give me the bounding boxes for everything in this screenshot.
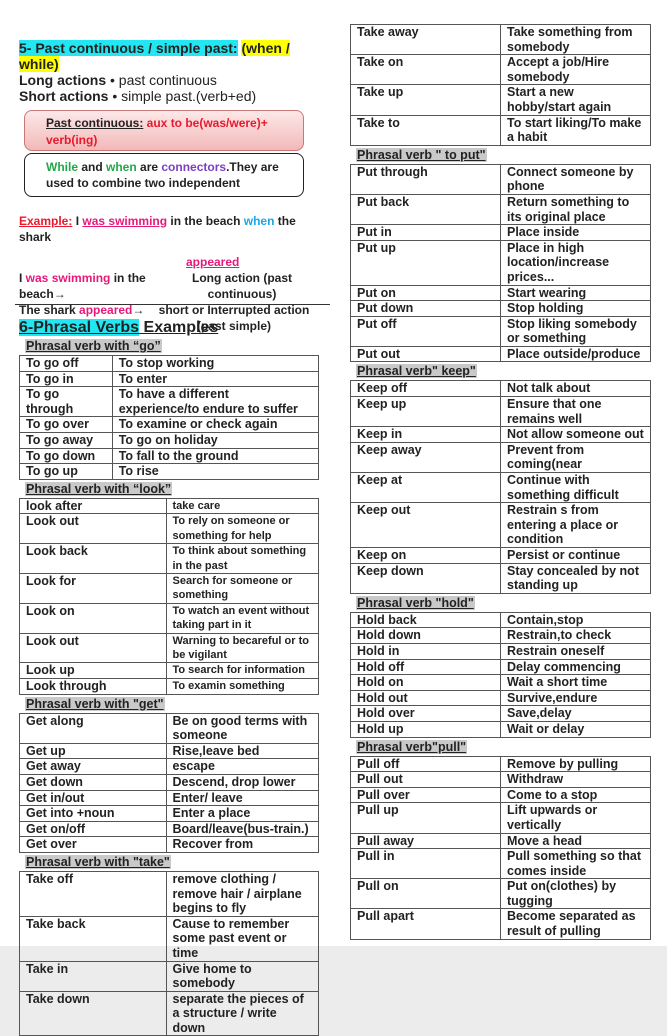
table-row <box>351 25 651 55</box>
verb-cell: To go off <box>20 356 113 372</box>
meaning-cell: Start a new hobby/start again <box>501 85 651 115</box>
table-row <box>20 514 319 544</box>
meaning-cell: Move a head <box>501 833 651 849</box>
meaning-cell: Enter a place <box>166 806 319 822</box>
verb-cell: To go away <box>20 432 113 448</box>
section-subheading: Phrasal verb"pull" <box>357 739 467 754</box>
verb-cell: Look back <box>20 544 167 574</box>
verb-cell: Put off <box>351 316 501 346</box>
long-action-line: I was swimming in the beach→ Long action (past continuous) <box>19 271 292 301</box>
phrasal-verb-table <box>19 355 319 480</box>
meaning-cell: Restrain,to check <box>501 628 651 644</box>
section-subheading: Phrasal verb" keep" <box>357 364 476 379</box>
verb-cell: Keep away <box>351 442 501 472</box>
meaning-cell: Descend, drop lower <box>166 774 319 790</box>
meaning-cell: Board/leave(bus-train.) <box>166 821 319 837</box>
table-row <box>20 774 319 790</box>
phrasal-verb-table <box>350 24 651 146</box>
arrow-icon: → <box>132 303 145 317</box>
table-row <box>351 706 651 722</box>
table-row <box>351 675 651 691</box>
meaning-cell: Lift upwards or vertically <box>501 803 651 833</box>
table-row <box>351 115 651 145</box>
table-row <box>20 573 319 603</box>
verb-cell: Take back <box>20 916 167 961</box>
verb-cell: To go up <box>20 464 113 480</box>
verb-cell: Hold off <box>351 659 501 675</box>
meaning-cell: To examine or check again <box>112 417 318 433</box>
meaning-cell: Warning to becareful or to be vigilant <box>166 633 319 663</box>
table-row <box>351 240 651 285</box>
right-column <box>350 24 651 940</box>
meaning-cell: Delay commencing <box>501 659 651 675</box>
meaning-cell: Place in high location/increase prices... <box>501 240 651 285</box>
meaning-cell: Start wearing <box>501 285 651 301</box>
table-row <box>20 790 319 806</box>
table-row <box>351 787 651 803</box>
verb-cell: Take to <box>351 115 501 145</box>
meaning-cell: To stop working <box>112 356 318 372</box>
meaning-cell: Become separated as result of pulling <box>501 909 651 939</box>
section-subheading: Phrasal verb with "get" <box>26 696 164 711</box>
verb-cell: Look out <box>20 633 167 663</box>
meaning-cell: Enter/ leave <box>166 790 319 806</box>
meaning-cell: Persist or continue <box>501 548 651 564</box>
table-row <box>351 316 651 346</box>
table-row <box>351 301 651 317</box>
table-row <box>20 916 319 961</box>
meaning-cell: Search for someone or something <box>166 573 319 603</box>
verb-cell: Put on <box>351 285 501 301</box>
table-row <box>351 473 651 503</box>
appeared-label: appeared <box>186 255 240 269</box>
meaning-cell: Remove by pulling <box>501 756 651 772</box>
table-row <box>351 55 651 85</box>
phrasal-verb-table <box>350 756 651 940</box>
section-subheading: Phrasal verb with “go” <box>26 339 161 353</box>
table-row <box>20 544 319 574</box>
section-subheading: Phrasal verb "hold" <box>357 595 474 610</box>
table-row <box>20 806 319 822</box>
table-row <box>351 803 651 833</box>
meaning-cell: Give home to somebody <box>166 961 319 991</box>
verb-cell: Put through <box>351 164 501 194</box>
verb-cell: To go through <box>20 387 113 417</box>
table-row <box>351 612 651 628</box>
table-row <box>20 356 319 372</box>
verb-cell: Get away <box>20 759 167 775</box>
phrasal-verb-table <box>19 498 319 695</box>
meaning-cell: Prevent from coming(near <box>501 442 651 472</box>
meaning-cell: Connect someone by phone <box>501 164 651 194</box>
verb-cell: Get down <box>20 774 167 790</box>
verb-cell: Keep in <box>351 427 501 443</box>
left-tables <box>19 337 331 1036</box>
verb-cell: To go down <box>20 448 113 464</box>
phrasal-verb-table <box>350 612 651 738</box>
verb-cell: Put in <box>351 225 501 241</box>
table-row <box>351 909 651 939</box>
verb-cell: Pull in <box>351 849 501 879</box>
verb-cell: Put out <box>351 346 501 362</box>
meaning-cell: Come to a stop <box>501 787 651 803</box>
meaning-cell: Place inside <box>501 225 651 241</box>
meaning-cell: To rely on someone or something for help <box>166 514 319 544</box>
table-row <box>351 285 651 301</box>
table-row <box>351 194 651 224</box>
verb-cell: Hold out <box>351 690 501 706</box>
meaning-cell: Wait a short time <box>501 675 651 691</box>
verb-cell: Keep off <box>351 381 501 397</box>
verb-cell: Hold in <box>351 643 501 659</box>
verb-cell: Look on <box>20 603 167 633</box>
section-subheading: Phrasal verb with "take" <box>26 854 170 869</box>
verb-cell: look after <box>20 498 167 514</box>
table-row <box>20 498 319 514</box>
table-row <box>20 743 319 759</box>
table-row <box>20 837 319 853</box>
phrasal-verb-table <box>19 713 319 853</box>
connectors-note-box: While and when are connectors.They are used to combine two independent <box>24 153 304 197</box>
divider <box>15 304 330 305</box>
verb-cell: Take up <box>351 85 501 115</box>
meaning-cell: Cause to remember some past event or time <box>166 916 319 961</box>
verb-cell: Hold over <box>351 706 501 722</box>
meaning-cell: take care <box>166 498 319 514</box>
table-row <box>351 548 651 564</box>
table-row <box>20 464 319 480</box>
meaning-cell: Contain,stop <box>501 612 651 628</box>
table-row <box>351 563 651 593</box>
verb-cell: Get over <box>20 837 167 853</box>
meaning-cell: Withdraw <box>501 772 651 788</box>
verb-cell: Get in/out <box>20 790 167 806</box>
table-row <box>351 346 651 362</box>
verb-cell: Pull off <box>351 756 501 772</box>
meaning-cell: Recover from <box>166 837 319 853</box>
meaning-cell: Pull something so that comes inside <box>501 849 651 879</box>
meaning-cell: To rise <box>112 464 318 480</box>
meaning-cell: To have a different experience/to endure to suffer <box>112 387 318 417</box>
table-row <box>351 849 651 879</box>
meaning-cell: Continue with something difficult <box>501 473 651 503</box>
verb-cell: Pull away <box>351 833 501 849</box>
verb-cell: Take on <box>351 55 501 85</box>
verb-cell: Get along <box>20 713 167 743</box>
table-row <box>20 371 319 387</box>
rule-box: Past continuous: aux to be(was/were)+ verb(ing) <box>24 110 304 151</box>
table-row <box>20 417 319 433</box>
verb-cell: Take off <box>20 871 167 916</box>
meaning-cell: Save,delay <box>501 706 651 722</box>
verb-cell: Put up <box>351 240 501 285</box>
table-row <box>20 961 319 991</box>
table-row <box>20 759 319 775</box>
verb-cell: Pull apart <box>351 909 501 939</box>
verb-cell: Keep out <box>351 503 501 548</box>
meaning-cell: escape <box>166 759 319 775</box>
verb-cell: To go in <box>20 371 113 387</box>
phrasal-verb-table <box>350 164 651 363</box>
table-row <box>351 756 651 772</box>
meaning-cell: To fall to the ground <box>112 448 318 464</box>
table-row <box>20 991 319 1036</box>
table-row <box>351 164 651 194</box>
phrasal-verb-table <box>350 380 651 593</box>
verb-cell: Keep down <box>351 563 501 593</box>
verb-cell: Pull up <box>351 803 501 833</box>
table-row <box>351 659 651 675</box>
section6-heading: 6-Phrasal Verbs Examples <box>19 319 219 336</box>
table-row <box>351 833 651 849</box>
meaning-cell: To go on holiday <box>112 432 318 448</box>
example-line: Example: I was swimming in the beach when the shark <box>19 214 296 244</box>
verb-cell: Pull out <box>351 772 501 788</box>
verb-cell: Put back <box>351 194 501 224</box>
table-row <box>351 503 651 548</box>
verb-cell: Take away <box>351 25 501 55</box>
verb-cell: Pull on <box>351 879 501 909</box>
meaning-cell: Not allow someone out <box>501 427 651 443</box>
meaning-cell: Rise,leave bed <box>166 743 319 759</box>
meaning-cell: To enter <box>112 371 318 387</box>
meaning-cell: To start liking/To make a habit <box>501 115 651 145</box>
table-row <box>351 427 651 443</box>
table-row <box>20 679 319 695</box>
meaning-cell: To examin something <box>166 679 319 695</box>
verb-cell: Pull over <box>351 787 501 803</box>
meaning-cell: Wait or delay <box>501 721 651 737</box>
section5-heading: 5- Past continuous / simple past: (when / while) <box>19 40 290 72</box>
table-row <box>20 633 319 663</box>
verb-cell: Get up <box>20 743 167 759</box>
table-row <box>351 397 651 427</box>
table-row <box>351 643 651 659</box>
left-column <box>19 40 331 1035</box>
section-subheading: Phrasal verb " to put" <box>357 147 486 162</box>
meaning-cell: Not talk about <box>501 381 651 397</box>
verb-cell: Get on/off <box>20 821 167 837</box>
table-row <box>20 603 319 633</box>
meaning-cell: separate the pieces of a structure / write down <box>166 991 319 1036</box>
meaning-cell: Put on(clothes) by tugging <box>501 879 651 909</box>
meaning-cell: Return something to its original place <box>501 194 651 224</box>
verb-cell: Look out <box>20 514 167 544</box>
verb-cell: Hold on <box>351 675 501 691</box>
meaning-cell: Stop holding <box>501 301 651 317</box>
meaning-cell: Take something from somebody <box>501 25 651 55</box>
section-subheading: Phrasal verb with “look” <box>26 481 172 496</box>
table-row <box>351 381 651 397</box>
meaning-cell: Restrain oneself <box>501 643 651 659</box>
verb-cell: Keep on <box>351 548 501 564</box>
table-row <box>20 387 319 417</box>
meaning-cell: Accept a job/Hire somebody <box>501 55 651 85</box>
meaning-cell: To watch an event without taking part in it <box>166 603 319 633</box>
verb-cell: Hold down <box>351 628 501 644</box>
meaning-cell: Ensure that one remains well <box>501 397 651 427</box>
verb-cell: Take in <box>20 961 167 991</box>
table-row <box>351 879 651 909</box>
long-actions-line: Long actions • past continuous <box>19 72 217 88</box>
verb-cell: Hold back <box>351 612 501 628</box>
table-row <box>351 225 651 241</box>
meaning-cell: To think about something in the past <box>166 544 319 574</box>
table-row <box>20 821 319 837</box>
meaning-cell: To search for information <box>166 663 319 679</box>
meaning-cell: Stay concealed by not standing up <box>501 563 651 593</box>
table-row <box>351 442 651 472</box>
table-row <box>20 713 319 743</box>
table-row <box>351 721 651 737</box>
meaning-cell: Be on good terms with someone <box>166 713 319 743</box>
verb-cell: Look through <box>20 679 167 695</box>
verb-cell: Hold up <box>351 721 501 737</box>
table-row <box>351 628 651 644</box>
verb-cell: Look up <box>20 663 167 679</box>
verb-cell: Get into +noun <box>20 806 167 822</box>
verb-cell: Take down <box>20 991 167 1036</box>
verb-cell: Keep at <box>351 473 501 503</box>
meaning-cell: Survive,endure <box>501 690 651 706</box>
verb-cell: Keep up <box>351 397 501 427</box>
verb-cell: Look for <box>20 573 167 603</box>
arrow-icon: → <box>53 287 66 301</box>
verb-cell: Put down <box>351 301 501 317</box>
short-action-line: The shark appeared→ short or Interrupted action (past simple) <box>19 303 310 333</box>
table-row <box>20 432 319 448</box>
table-row <box>351 85 651 115</box>
meaning-cell: remove clothing / remove hair / airplane begins to fly <box>166 871 319 916</box>
table-row <box>351 690 651 706</box>
table-row <box>20 663 319 679</box>
table-row <box>20 871 319 916</box>
verb-cell: To go over <box>20 417 113 433</box>
short-actions-line: Short actions • simple past.(verb+ed) <box>19 88 257 104</box>
meaning-cell: Stop liking somebody or something <box>501 316 651 346</box>
meaning-cell: Place outside/produce <box>501 346 651 362</box>
phrasal-verb-table <box>19 871 319 1036</box>
meaning-cell: Restrain s from entering a place or condition <box>501 503 651 548</box>
table-row <box>351 772 651 788</box>
table-row <box>20 448 319 464</box>
